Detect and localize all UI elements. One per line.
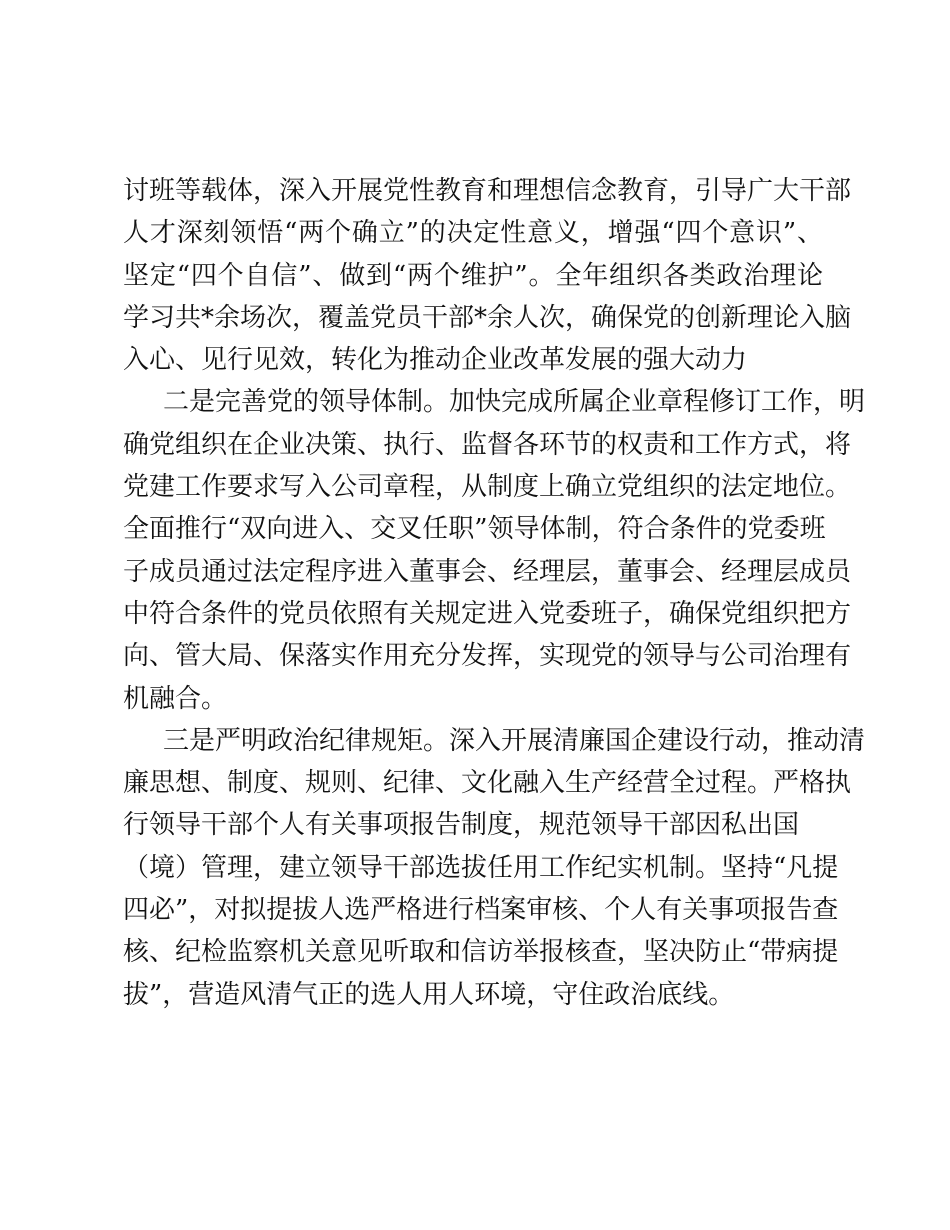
paragraph-line: 子成员通过法定程序进入董事会、经理层，董事会、经理层成员 xyxy=(123,556,852,587)
paragraph-line: 确党组织在企业决策、执行、监督各环节的权责和工作方式，将 xyxy=(123,429,852,460)
paragraph-line: 行领导干部个人有关事项报告制度，规范领导干部因私出国 xyxy=(123,810,800,841)
paragraph-line: 全面推行“双向进入、交叉任职”领导体制，符合条件的党委班 xyxy=(123,514,826,545)
paragraph-line: 中符合条件的党员依照有关规定进入党委班子，确保党组织把方 xyxy=(123,598,852,629)
paragraph-line: 廉思想、制度、规则、纪律、文化融入生产经营全过程。严格执 xyxy=(123,768,852,799)
paragraph-3 xyxy=(123,720,866,1016)
paragraph-line: 拔”，营造风清气正的选人用人环境，守住政治底线。 xyxy=(123,979,735,1010)
paragraph-line: 入心、见行见效，转化为推动企业改革发展的强大动力 xyxy=(123,345,748,376)
document-body xyxy=(123,170,866,1016)
paragraph-line: 向、管大局、保落实作用充分发挥，实现党的领导与公司治理有 xyxy=(123,641,852,672)
paragraph-line: 四必”，对拟提拔人选严格进行档案审核、个人有关事项报告查 xyxy=(123,895,839,926)
paragraph-line: （境）管理，建立领导干部选拔任用工作纪实机制。坚持“凡提 xyxy=(123,852,839,883)
paragraph-line: 人才深刻领悟“两个确立”的决定性意义，增强“四个意识”、 xyxy=(123,218,823,249)
paragraph-line: 讨班等载体，深入开展党性教育和理想信念教育，引导广大干部 xyxy=(123,176,852,206)
paragraph-line: 坚定“四个自信”、做到“两个维护”。全年组织各类政治理论 xyxy=(123,260,823,291)
paragraph-1 xyxy=(123,170,852,381)
paragraph-2 xyxy=(123,381,866,719)
paragraph-line: 三是严明政治纪律规矩。深入开展清廉国企建设行动，推动清 xyxy=(163,725,866,756)
paragraph-line: 党建工作要求写入公司章程，从制度上确立党组织的法定地位。 xyxy=(123,472,852,503)
paragraph-line: 核、纪检监察机关意见听取和信访举报核查，坚决防止“带病提 xyxy=(123,937,839,968)
paragraph-line: 二是完善党的领导体制。加快完成所属企业章程修订工作，明 xyxy=(163,387,866,418)
paragraph-line: 学习共*余场次，覆盖党员干部*余人次，确保党的创新理论入脑 xyxy=(123,302,852,333)
paragraph-line: 机融合。 xyxy=(123,683,228,714)
